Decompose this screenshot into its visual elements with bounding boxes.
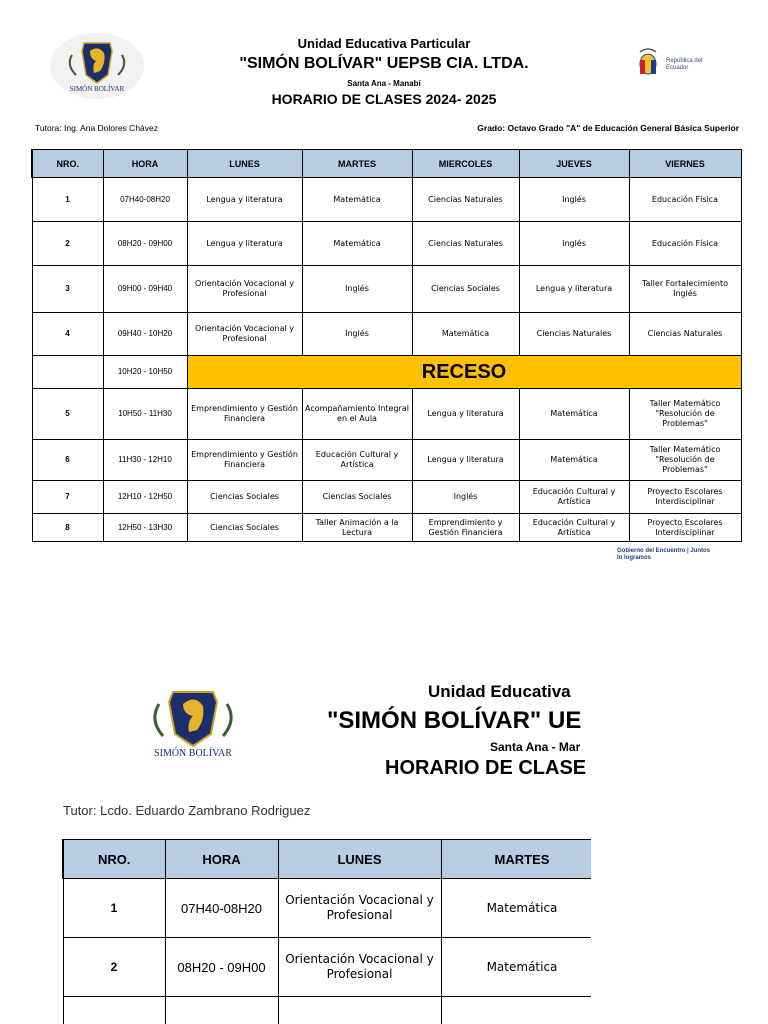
school-name: "SIMÓN BOLÍVAR" UEPSB CIA. LTDA. (239, 55, 529, 72)
cell-hora (165, 997, 278, 1024)
schedule-title: HORARIO DE CLASES 2024- 2025 (271, 91, 497, 107)
cell-hora: 07H40-08H20 (165, 879, 278, 938)
cell-lunes (278, 997, 441, 1024)
school-type: Unidad Educativa Particular (297, 36, 471, 51)
cell-lunes: Ciencias Sociales (187, 481, 302, 514)
table-row (32, 313, 741, 356)
table-row (32, 514, 741, 542)
cell-hora: 09H40 - 10H20 (103, 313, 187, 356)
cell-jueves: Inglés (519, 178, 629, 222)
table-row (32, 389, 741, 440)
cell-hora: 12H10 - 12H50 (103, 481, 187, 514)
school-name-large: "SIMÓN BOLÍVAR" UE (327, 707, 582, 734)
cell-nro: 1 (32, 178, 103, 222)
cell-nro: 6 (32, 440, 103, 481)
school-location: Santa Ana - Manabí (347, 79, 421, 88)
government-logo (617, 548, 717, 564)
cell-hora: 09H00 - 09H40 (103, 266, 187, 313)
cell-lunes: Lengua y literatura (187, 178, 302, 222)
cell-lunes: Lengua y literatura (187, 222, 302, 266)
col-header-martes: MARTES (302, 150, 412, 178)
cell-jueves: Lengua y literatura (519, 266, 629, 313)
cell-miercoles: Lengua y literatura (412, 440, 519, 481)
cell-viernes: Proyecto Escolares Interdisciplinar (629, 481, 741, 514)
cell-hora: 08H20 - 09H00 (103, 222, 187, 266)
cell-nro: 2 (63, 938, 165, 997)
cell-nro: 1 (63, 879, 165, 938)
cell-martes: Matemática (302, 222, 412, 266)
cell-miercoles: Matemática (412, 313, 519, 356)
cell-viernes: Educación Física (629, 222, 741, 266)
cell-miercoles: Ciencias Sociales (412, 266, 519, 313)
cell-hora: 10H20 - 10H50 (103, 356, 187, 389)
table-row (63, 879, 591, 938)
cell-martes (441, 997, 591, 1024)
cell-hora: 11H30 - 12H10 (103, 440, 187, 481)
cell-hora: 10H50 - 11H30 (103, 389, 187, 440)
table-row (32, 178, 741, 222)
cell-hora: 07H40-08H20 (103, 178, 187, 222)
cell-lunes: Orientación Vocacional y Profesional (278, 938, 441, 997)
col-header-lunes: LUNES (187, 150, 302, 178)
col-header-hora: HORA (165, 840, 278, 879)
col-header-lunes: LUNES (278, 840, 441, 879)
cell-martes: Inglés (302, 266, 412, 313)
cell-nro: 2 (32, 222, 103, 266)
cell-lunes: Orientación Vocacional y Profesional (187, 313, 302, 356)
cell-jueves: Matemática (519, 389, 629, 440)
cell-miercoles: Emprendimiento y Gestión Financiera (412, 514, 519, 542)
logo-caption-large: SIMÓN BOLÍVAR (154, 748, 232, 759)
cell-martes: Inglés (302, 313, 412, 356)
cell-nro: 8 (32, 514, 103, 542)
cell-hora: 12H50 - 13H30 (103, 514, 187, 542)
cell-miercoles: Inglés (412, 481, 519, 514)
tutor-label-large: Tutor: Lcdo. Eduardo Zambrano Rodriguez (63, 803, 311, 818)
col-header-martes: MARTES (441, 840, 591, 879)
cell-martes: Ciencias Sociales (302, 481, 412, 514)
cell-viernes: Taller Matemático "Resolución de Problemas" (629, 389, 741, 440)
cell-hora: 08H20 - 09H00 (165, 938, 278, 997)
cell-nro (63, 997, 165, 1024)
schedule-title-large: HORARIO DE CLASE (385, 757, 587, 779)
col-header-miercoles: MIERCOLES (412, 150, 519, 178)
table-row (32, 266, 741, 313)
cell-miercoles: Ciencias Naturales (412, 178, 519, 222)
table-row (63, 997, 591, 1024)
cell-jueves: Educación Cultural y Artística (519, 481, 629, 514)
break-row (32, 356, 741, 389)
cell-jueves: Educación Cultural y Artística (519, 514, 629, 542)
cell-lunes: Orientación Vocacional y Profesional (278, 879, 441, 938)
table-row (32, 440, 741, 481)
grade-label: Grado: Octavo Grado "A" de Educación General Básica Superior (477, 123, 739, 133)
cell-viernes: Taller Matemático "Resolución de Problemas" (629, 440, 741, 481)
logo-caption: SIMÓN BOLÍVAR (69, 85, 125, 93)
cell-jueves: Inglés (519, 222, 629, 266)
cell-viernes: Ciencias Naturales (629, 313, 741, 356)
schedule-table (31, 149, 742, 542)
school-type-large: Unidad Educativa (428, 682, 571, 701)
cell-viernes: Proyecto Escolares Interdisciplinar (629, 514, 741, 542)
cell-miercoles: Ciencias Naturales (412, 222, 519, 266)
cell-martes: Matemática (441, 879, 591, 938)
cell-lunes: Emprendimiento y Gestión Financiera (187, 389, 302, 440)
tutor-label: Tutora: Ing. Ana Dolores Chávez (35, 123, 159, 133)
table-row (63, 938, 591, 997)
receso-label: RECESO (187, 356, 741, 389)
cell-jueves: Matemática (519, 440, 629, 481)
cell-martes: Educación Cultural y Artística (302, 440, 412, 481)
government-logo-text: Gobierno del Encuentro | Juntos lo logramos (617, 548, 711, 561)
cell-nro: 5 (32, 389, 103, 440)
col-header-hora: HORA (103, 150, 187, 178)
table-header-row (63, 840, 591, 879)
school-location-large: Santa Ana - Mar (490, 740, 581, 754)
cell-viernes: Taller Fortalecimiento Inglés (629, 266, 741, 313)
cell-nro: 4 (32, 313, 103, 356)
cell-lunes: Orientación Vocacional y Profesional (187, 266, 302, 313)
cell-martes: Taller Animación a la Lectura (302, 514, 412, 542)
schedule-table-large (62, 839, 591, 1024)
cell-nro-empty (32, 356, 103, 389)
table-row (32, 222, 741, 266)
cell-miercoles: Lengua y literatura (412, 389, 519, 440)
table-header-row (32, 150, 741, 178)
cell-jueves: Ciencias Naturales (519, 313, 629, 356)
col-header-viernes: VIERNES (629, 150, 741, 178)
ecuador-text: República del Ecuador (666, 58, 703, 71)
col-header-nro: NRO. (32, 150, 103, 178)
cell-nro: 3 (32, 266, 103, 313)
col-header-nro: NRO. (63, 840, 165, 879)
cell-martes: Matemática (441, 938, 591, 997)
cell-viernes: Educación Física (629, 178, 741, 222)
cell-lunes: Ciencias Sociales (187, 514, 302, 542)
school-logo-large (143, 684, 243, 768)
cell-martes: Acompañamiento Integral en el Aula (302, 389, 412, 440)
col-header-jueves: JUEVES (519, 150, 629, 178)
table-row (32, 481, 741, 514)
cell-lunes: Emprendimiento y Gestión Financiera (187, 440, 302, 481)
cell-nro: 7 (32, 481, 103, 514)
cell-martes: Matemática (302, 178, 412, 222)
